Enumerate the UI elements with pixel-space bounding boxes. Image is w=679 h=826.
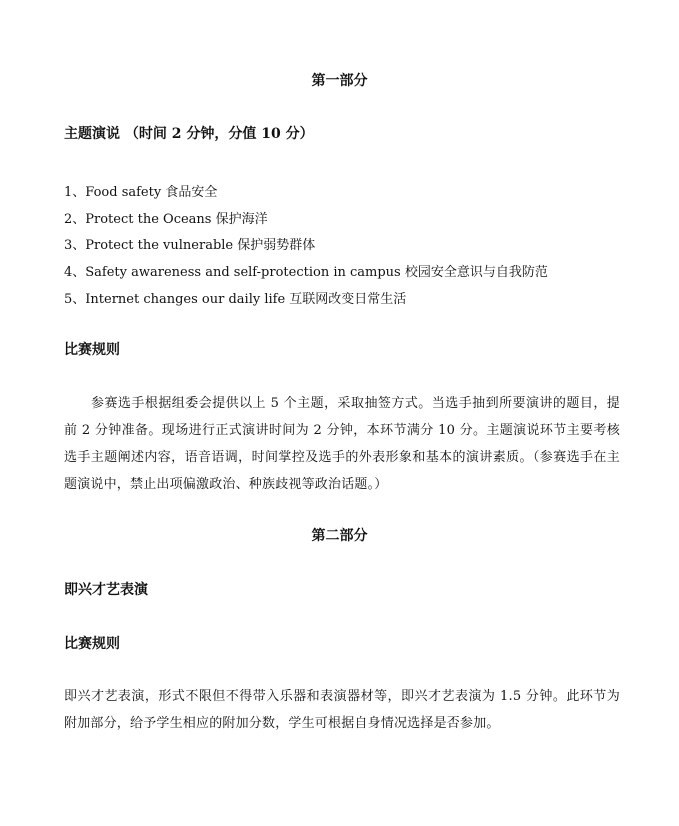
topic-list — [64, 180, 548, 314]
part1-rules-paragraph: 参赛选手根据组委会提供以上 5 个主题，采取抽签方式。当选手抽到所要演讲的题目，提前 2 分钟准备。现场进行正式演讲时间为 2 分钟，本环节满分 10 分。主题演说环节主要考核选手主题阐述内容，语音语调，时间掌控及选手的外表形象和基本的演讲素质。（参赛选手在主题演说中，禁止出项偏激政治、种族歧视等政治话题。） — [64, 396, 620, 492]
part2-title: 第二部分 — [311, 528, 368, 544]
part2-rules-heading: 比赛规则 — [64, 636, 120, 652]
part2-rules-paragraph: 即兴才艺表演，形式不限但不得带入乐器和表演器材等，即兴才艺表演为 1.5 分钟。此环节为附加部分，给予学生相应的附加分数，学生可根据自身情况选择是否参加。 — [64, 689, 620, 731]
part1-title: 第一部分 — [311, 73, 368, 89]
part2-section-heading: 即兴才艺表演 — [64, 582, 148, 598]
topic-item: 5、Internet changes our daily life 互联网改变日常生活 — [64, 291, 407, 307]
topic-item: 1、Food safety 食品安全 — [64, 185, 218, 200]
topic-item: 3、Protect the vulnerable 保护弱势群体 — [64, 238, 316, 254]
topic-item: 2、Protect the Oceans 保护海洋 — [64, 211, 268, 227]
part1-rules-heading: 比赛规则 — [64, 342, 120, 358]
topic-item: 4、Safety awareness and self-protection in campus 校园安全意识与自我防范 — [64, 265, 548, 281]
part1-section-heading: 主题演说 （时间 2 分钟，分值 10 分） — [64, 126, 314, 142]
